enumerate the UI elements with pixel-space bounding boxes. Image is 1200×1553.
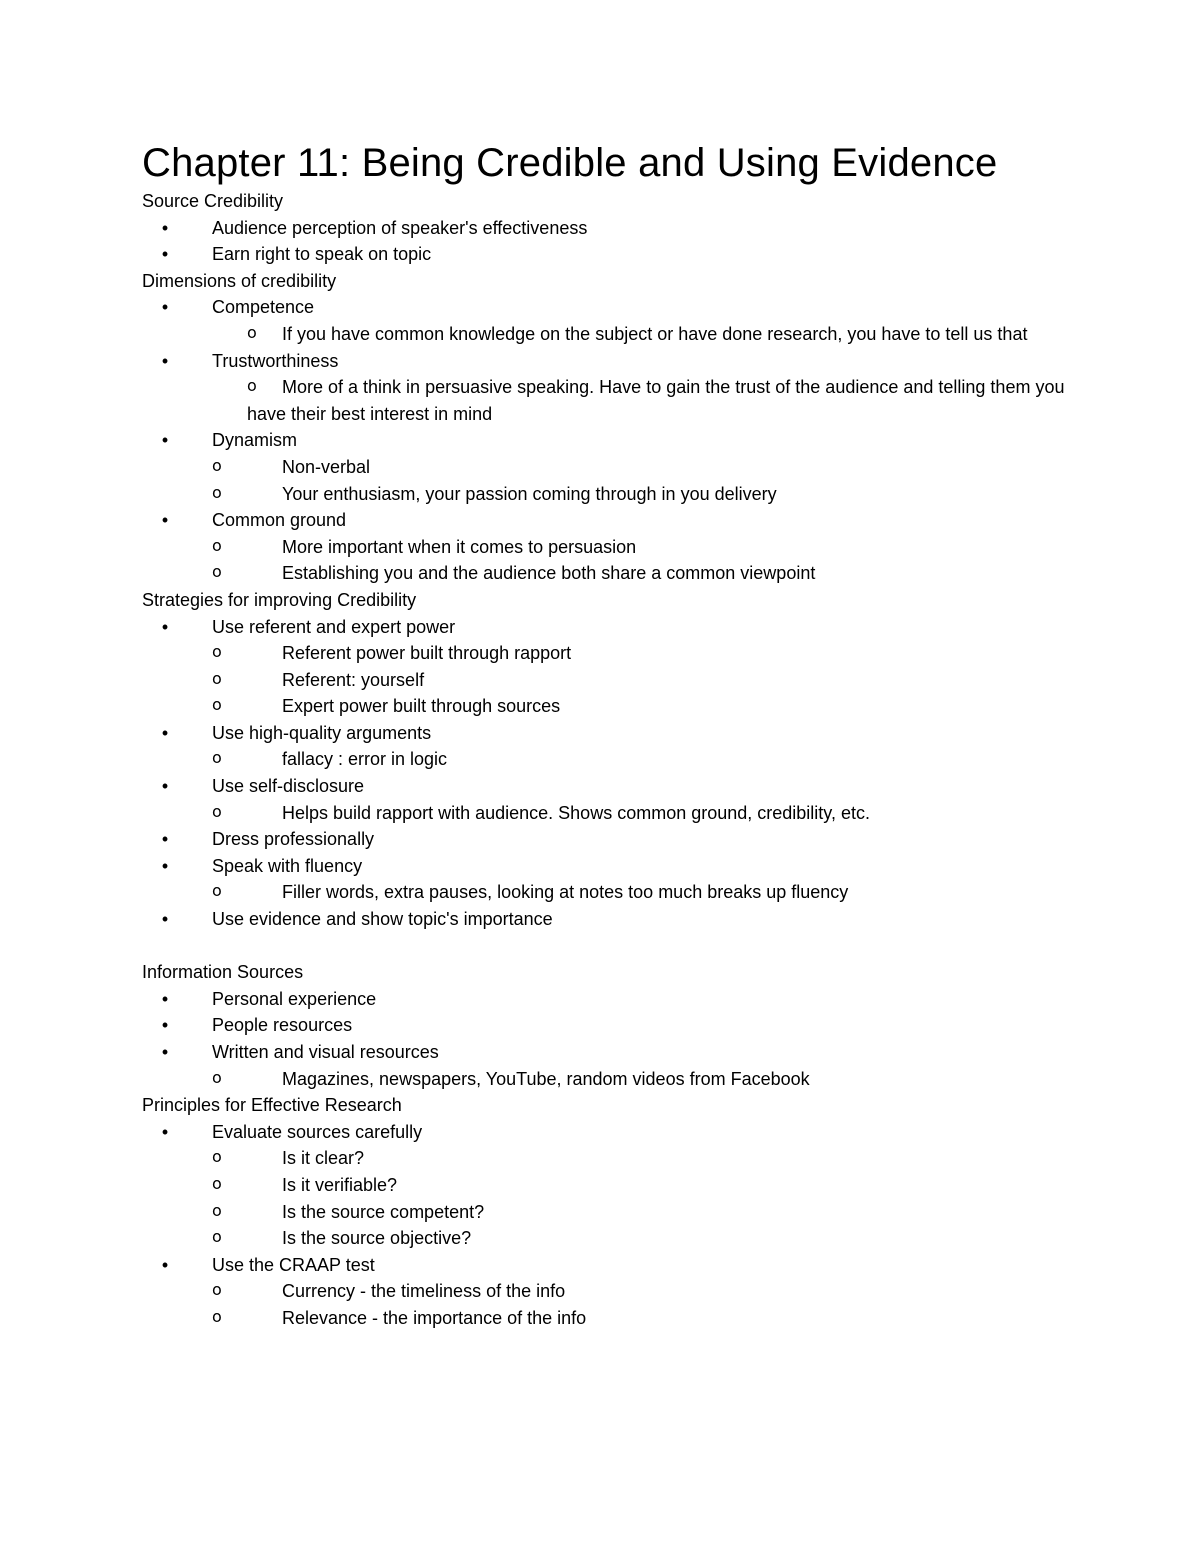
list-item-text: Written and visual resources <box>212 1042 439 1062</box>
sub-list-item-text: More important when it comes to persuasion <box>282 536 637 557</box>
circle-bullet-icon: o <box>212 748 222 768</box>
sub-list-item <box>142 800 1072 827</box>
bullet-icon: • <box>161 1015 169 1036</box>
bullet-icon: • <box>161 988 169 1009</box>
list-item <box>142 215 1072 242</box>
bullet-icon: • <box>161 297 169 318</box>
circle-bullet-icon: o <box>212 455 222 475</box>
list-item <box>142 241 1072 268</box>
section-heading: Information Sources <box>142 962 304 983</box>
list-item <box>142 614 1072 641</box>
list-item <box>142 507 1072 534</box>
list-item-text: Audience perception of speaker's effectiveness <box>212 217 588 238</box>
circle-bullet-icon: o <box>212 1173 222 1193</box>
sub-list-item <box>142 534 1072 561</box>
list-item-text: Common ground <box>212 510 347 531</box>
list-item-text: Use evidence and show topic's importance <box>212 909 553 930</box>
list-item <box>142 1012 1072 1039</box>
section <box>142 587 1072 933</box>
list-item <box>142 1119 1072 1146</box>
section-heading: Principles for Effective Research <box>142 1095 402 1116</box>
list-item <box>142 1039 1072 1066</box>
bullet-icon: • <box>161 909 169 930</box>
sub-list-item-text: Referent power built through rapport <box>282 643 572 664</box>
list-item-text: Use the CRAAP test <box>212 1254 375 1275</box>
sub-list-item <box>142 667 1072 694</box>
sub-list-item <box>142 560 1072 587</box>
circle-bullet-icon: o <box>212 642 222 662</box>
list-item <box>142 773 1072 800</box>
bullet-list <box>142 1119 1072 1332</box>
circle-bullet-icon: o <box>212 1227 222 1247</box>
bullet-icon: • <box>161 616 169 637</box>
sub-list-item <box>142 321 1072 348</box>
sub-list-item-text: Is the source objective? <box>282 1228 472 1249</box>
list-item <box>142 294 1072 321</box>
sub-list-item-text: Non-verbal <box>282 456 371 477</box>
bullet-icon: • <box>161 1042 169 1062</box>
sub-list-item <box>142 1145 1072 1172</box>
bullet-icon: • <box>161 350 169 371</box>
section-heading: Dimensions of credibility <box>142 270 337 291</box>
list-item <box>142 427 1072 454</box>
sub-list-item <box>142 879 1072 906</box>
sub-list-item-text: Establishing you and the audience both share a common viewpoint <box>282 563 816 584</box>
circle-bullet-icon: o <box>212 881 222 901</box>
list-item <box>142 986 1072 1013</box>
sub-list-item-text: Currency - the timeliness of the info <box>282 1281 566 1302</box>
sub-list-item-text: fallacy : error in logic <box>282 749 448 770</box>
list-item-text: Dress professionally <box>212 829 375 850</box>
list-item-text: Evaluate sources carefully <box>212 1121 423 1142</box>
circle-bullet-icon: o <box>212 695 222 715</box>
sub-list-item <box>142 746 1072 773</box>
sub-list-item <box>142 640 1072 667</box>
sub-list-item-text: More of a think in persuasive speaking. Have to gain the trust of the audience and telling them you have their best interest in mind <box>247 377 1065 424</box>
sub-list-item <box>142 1278 1072 1305</box>
circle-bullet-icon: o <box>212 1200 222 1220</box>
bullet-icon: • <box>161 1254 169 1275</box>
blank-line <box>142 933 1072 960</box>
circle-bullet-icon: o <box>212 1306 222 1326</box>
sub-list-item-text: Your enthusiasm, your passion coming through in you delivery <box>282 483 777 504</box>
list-item-text: Use high-quality arguments <box>212 722 432 743</box>
section <box>142 933 1072 1093</box>
bullet-list <box>142 986 1072 1092</box>
circle-bullet-icon: o <box>212 668 222 688</box>
section <box>142 188 1072 268</box>
sub-list-item <box>142 1199 1072 1226</box>
section-heading: Source Credibility <box>142 191 284 211</box>
bullet-icon: • <box>161 722 169 743</box>
circle-bullet-icon: o <box>212 562 222 582</box>
bullet-icon: • <box>161 510 169 531</box>
list-item-text: Trustworthiness <box>212 350 339 371</box>
bullet-icon: • <box>161 829 169 850</box>
sub-list-item <box>142 374 1072 427</box>
sub-list-item <box>142 1172 1072 1199</box>
bullet-icon: • <box>161 1121 169 1142</box>
sub-list-item-text: Is it clear? <box>282 1148 365 1169</box>
sub-list-item <box>142 1066 1072 1093</box>
list-item <box>142 906 1072 933</box>
sub-list-item <box>142 1305 1072 1332</box>
circle-bullet-icon: o <box>212 1147 222 1167</box>
circle-bullet-icon: o <box>212 1280 222 1300</box>
circle-bullet-icon: o <box>212 482 222 502</box>
sub-list-item-text: Is it verifiable? <box>282 1174 398 1195</box>
list-item-text: People resources <box>212 1015 353 1036</box>
sub-list-item-text: Magazines, newspapers, YouTube, random videos from Facebook <box>282 1068 810 1089</box>
circle-bullet-icon: o <box>212 801 222 821</box>
list-item-text: Speak with fluency <box>212 855 363 876</box>
bullet-icon: • <box>161 244 169 265</box>
list-item-text: Use referent and expert power <box>212 616 456 637</box>
list-item <box>142 853 1072 880</box>
circle-bullet-icon: o <box>247 376 257 396</box>
list-item-text: Personal experience <box>212 988 377 1009</box>
sub-list-item-text: Is the source competent? <box>282 1201 485 1222</box>
sub-list-item-text: Filler words, extra pauses, looking at notes too much breaks up fluency <box>282 882 849 903</box>
sub-list-item-text: If you have common knowledge on the subject or have done research, you have to tell us that <box>282 323 1028 344</box>
sub-list-item-text: Expert power built through sources <box>282 696 561 717</box>
bullet-list <box>142 215 1072 268</box>
bullet-icon: • <box>161 776 169 797</box>
bullet-list <box>142 294 1072 587</box>
sub-list-item-text: Relevance - the importance of the info <box>282 1307 587 1328</box>
list-item-text: Earn right to speak on topic <box>212 244 432 265</box>
page-title: Chapter 11: Being Credible and Using Evidence <box>142 141 998 185</box>
circle-bullet-icon: o <box>212 535 222 555</box>
sub-list-item <box>142 693 1072 720</box>
list-item <box>142 1252 1072 1279</box>
bullet-icon: • <box>161 217 169 238</box>
list-item <box>142 720 1072 747</box>
bullet-list <box>142 614 1072 933</box>
sub-list-item-text: Helps build rapport with audience. Shows common ground, credibility, etc. <box>282 802 870 823</box>
document-body <box>142 188 1072 1332</box>
circle-bullet-icon: o <box>247 322 257 342</box>
section <box>142 1092 1072 1331</box>
sub-list-item <box>142 481 1072 508</box>
bullet-icon: • <box>161 855 169 876</box>
bullet-icon: • <box>161 430 169 451</box>
circle-bullet-icon: o <box>212 1067 222 1087</box>
list-item-text: Use self-disclosure <box>212 776 365 797</box>
sub-list-item <box>142 1225 1072 1252</box>
sub-list-item <box>142 454 1072 481</box>
section-heading: Strategies for improving Credibility <box>142 589 417 610</box>
sub-list-item-text: Referent: yourself <box>282 669 425 690</box>
document-page <box>142 140 1072 1332</box>
list-item-text: Dynamism <box>212 430 298 451</box>
list-item <box>142 348 1072 375</box>
section <box>142 268 1072 587</box>
list-item <box>142 826 1072 853</box>
list-item-text: Competence <box>212 297 315 318</box>
